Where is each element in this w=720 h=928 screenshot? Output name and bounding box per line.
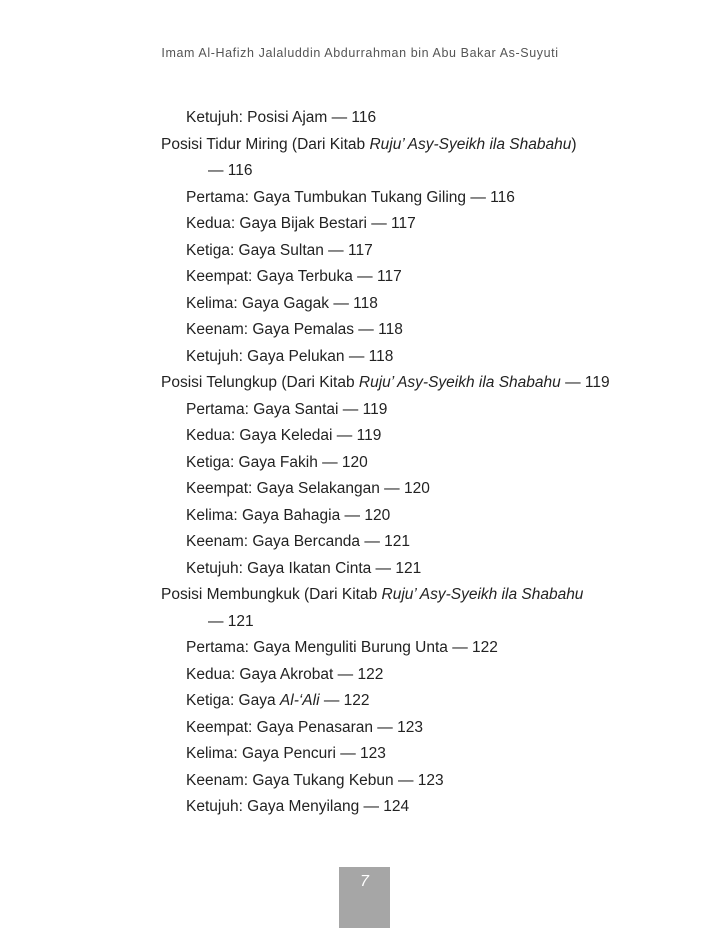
page-number: 7 xyxy=(360,873,369,890)
toc-entry: Keenam: Gaya Bercanda — 121 xyxy=(186,533,411,550)
toc-entry: Keempat: Gaya Selakangan — 120 xyxy=(186,480,430,497)
toc-entry: Pertama: Gaya Tumbukan Tukang Giling — 116 xyxy=(186,188,515,206)
toc-entry: Kelima: Gaya Pencuri — 123 xyxy=(186,745,386,762)
toc-entry: Kelima: Gaya Gagak — 118 xyxy=(186,294,378,312)
toc-entry: Ketiga: Gaya Sultan — 117 xyxy=(186,241,373,259)
toc-entry: Kedua: Gaya Keledai — 119 xyxy=(186,427,382,444)
toc-entry: Ketujuh: Gaya Menyilang — 124 xyxy=(186,798,410,815)
toc-entry: Kedua: Gaya Bijak Bestari — 117 xyxy=(186,215,416,232)
toc-entry: Ketiga: Gaya Fakih — 120 xyxy=(186,453,368,471)
toc-entry: Keenam: Gaya Pemalas — 118 xyxy=(186,321,403,338)
page-number-tab xyxy=(339,867,390,928)
toc-entry: Kedua: Gaya Akrobat — 122 xyxy=(186,665,384,683)
toc-entry: Pertama: Gaya Santai — 119 xyxy=(186,400,388,418)
toc-entry: Ketujuh: Gaya Pelukan — 118 xyxy=(186,347,394,365)
toc-heading-continuation: — 121 xyxy=(208,612,254,630)
toc-heading-posisi-membungkuk: Posisi Membungkuk (Dari Kitab Ruju’ Asy-Syeikh ila Shabahu xyxy=(161,586,584,603)
toc-entry: Keenam: Gaya Tukang Kebun — 123 xyxy=(186,771,444,789)
toc-entry-ketujuh-posisi-ajam: Ketujuh: Posisi Ajam — 116 xyxy=(186,109,377,126)
toc-entry: Kelima: Gaya Bahagia — 120 xyxy=(186,506,391,524)
toc-heading-continuation: — 116 xyxy=(208,162,253,179)
toc-entry: Ketujuh: Gaya Ikatan Cinta — 121 xyxy=(186,559,422,577)
toc-entry: Keempat: Gaya Terbuka — 117 xyxy=(186,268,402,285)
toc-entry: Keempat: Gaya Penasaran — 123 xyxy=(186,718,423,736)
running-header: Imam Al-Hafizh Jalaluddin Abdurrahman bin Abu Bakar As-Suyuti xyxy=(161,46,559,60)
toc-entry: Pertama: Gaya Menguliti Burung Unta — 122 xyxy=(186,639,498,656)
toc-heading-posisi-tidur-miring: Posisi Tidur Miring (Dari Kitab Ruju’ Asy-Syeikh ila Shabahu) xyxy=(161,135,577,153)
toc-heading-posisi-telungkup: Posisi Telungkup (Dari Kitab Ruju’ Asy-Syeikh ila Shabahu — 119 xyxy=(161,374,610,391)
toc-entry: Ketiga: Gaya Al-‘Ali — 122 xyxy=(186,692,370,709)
